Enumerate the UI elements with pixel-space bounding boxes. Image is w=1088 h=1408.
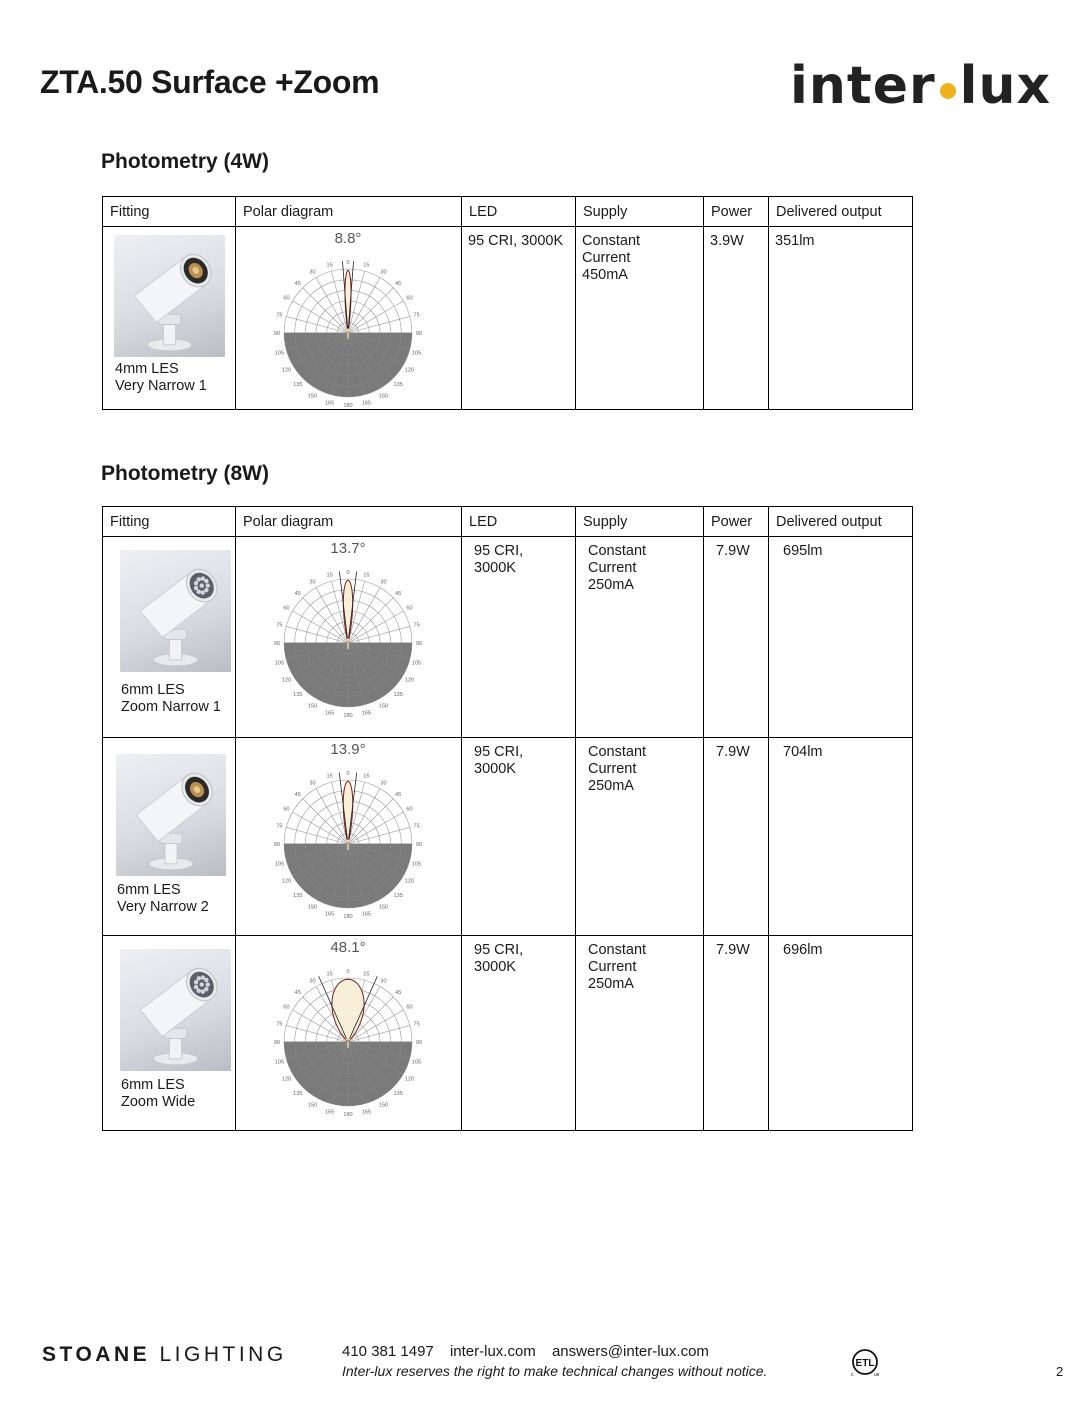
footer-contact — [342, 1343, 721, 1360]
column-header: Delivered output — [769, 197, 913, 227]
stoane-lighting-logo — [42, 1343, 287, 1367]
polar-tick-label: 60 — [283, 806, 290, 813]
polar-tick-label: 165 — [324, 1109, 335, 1116]
power-cell — [704, 738, 769, 936]
polar-tick-label: 135 — [393, 893, 403, 900]
polar-tick-label: 120 — [404, 878, 415, 885]
polar-tick-label: 165 — [361, 911, 372, 918]
logo-text-left: inter — [790, 56, 936, 116]
polar-tick-label: 120 — [281, 1076, 292, 1083]
polar-tick-label: 45 — [395, 590, 402, 597]
column-header: Polar diagram — [236, 507, 462, 537]
polar-tick-label: 120 — [404, 677, 415, 684]
polar-tick-label: 165 — [324, 710, 335, 717]
supply-cell — [576, 227, 704, 410]
polar-tick-label: 120 — [404, 1076, 415, 1083]
polar-tick-label: 135 — [293, 382, 303, 389]
polar-tick-label: 150 — [307, 1102, 318, 1109]
beam-angle-label: 13.7° — [330, 540, 366, 557]
polar-tick-label: 15 — [363, 262, 370, 269]
supply-value: Constant Current 450mA — [582, 233, 641, 283]
polar-tick-label: 90 — [415, 641, 423, 647]
output-cell — [769, 738, 913, 936]
polar-tick-label: 165 — [361, 1109, 372, 1116]
output-cell — [769, 537, 913, 738]
polar-tick-label: 135 — [393, 692, 403, 699]
polar-tick-label: 60 — [283, 605, 290, 612]
polar-tick-label: 60 — [406, 806, 413, 813]
supply-value: Constant Current 250mA — [588, 744, 647, 794]
polar-diagram-svg — [273, 539, 423, 719]
polar-tick-label: 30 — [380, 579, 387, 586]
polar-tick-label: 105 — [411, 660, 422, 667]
beam-angle-label: 48.1° — [330, 939, 366, 956]
polar-diagram-cell — [236, 738, 462, 936]
polar-tick-label: 150 — [307, 904, 318, 911]
polar-tick-label: 45 — [294, 280, 301, 287]
table-row — [103, 738, 913, 936]
polar-tick-label: 15 — [326, 971, 333, 978]
supply-cell — [576, 537, 704, 738]
polar-tick-label: 60 — [406, 295, 413, 302]
page-title: ZTA.50 Surface +Zoom — [40, 64, 380, 100]
polar-tick-label: 180 — [343, 403, 353, 409]
polar-tick-label: 90 — [273, 842, 281, 848]
polar-tick-label: 30 — [309, 978, 316, 985]
supply-cell — [576, 738, 704, 936]
polar-diagram-svg — [273, 229, 423, 409]
polar-tick-label: 165 — [324, 400, 335, 407]
polar-tick-label: 0 — [346, 260, 350, 266]
polar-tick-label: 150 — [378, 904, 389, 911]
polar-diagram — [273, 740, 423, 920]
polar-diagram — [273, 539, 423, 719]
polar-tick-label: 60 — [406, 1004, 413, 1011]
polar-tick-label: 120 — [404, 367, 415, 374]
polar-tick-label: 135 — [393, 1091, 403, 1098]
table-header-row — [103, 197, 913, 227]
polar-tick-label: 45 — [395, 280, 402, 287]
power-cell — [704, 227, 769, 410]
column-header: Delivered output — [769, 507, 913, 537]
led-cell — [462, 738, 576, 936]
polar-tick-label: 0 — [346, 570, 350, 576]
polar-tick-label: 135 — [393, 382, 403, 389]
fitting-photo — [120, 550, 231, 672]
polar-tick-label: 0 — [346, 969, 350, 975]
led-cell — [462, 537, 576, 738]
polar-tick-label: 45 — [395, 989, 402, 996]
photometry-table — [102, 506, 913, 1131]
beam-lobe — [343, 781, 353, 844]
polar-tick-label: 90 — [273, 1040, 281, 1046]
interlux-logo — [790, 56, 1051, 116]
power-value: 7.9W — [716, 543, 750, 559]
output-value: 351lm — [775, 233, 815, 249]
fitting-label: 6mm LES Zoom Narrow 1 — [121, 682, 221, 715]
led-cell — [462, 227, 576, 410]
polar-tick-label: 105 — [274, 861, 285, 868]
polar-tick-label: 75 — [413, 1021, 420, 1028]
polar-tick-label: 105 — [274, 1059, 285, 1066]
polar-tick-label: 135 — [293, 1091, 303, 1098]
polar-diagram-cell — [236, 227, 462, 410]
polar-tick-label: 45 — [294, 791, 301, 798]
polar-tick-label: 180 — [343, 914, 353, 920]
polar-tick-label: 150 — [307, 703, 318, 710]
footer-email[interactable]: answers@inter-lux.com — [551, 1343, 709, 1360]
column-header: Power — [704, 197, 769, 227]
table-row — [103, 936, 913, 1131]
polar-tick-label: 135 — [293, 692, 303, 699]
brand-light: LIGHTING — [159, 1343, 287, 1366]
fitting-label: 4mm LES Very Narrow 1 — [115, 361, 207, 394]
polar-tick-label: 75 — [276, 1021, 283, 1028]
column-header: Polar diagram — [236, 197, 462, 227]
polar-tick-label: 15 — [363, 572, 370, 579]
table-row — [103, 537, 913, 738]
beam-angle-label: 13.9° — [330, 741, 366, 758]
polar-tick-label: 120 — [281, 367, 292, 374]
polar-diagram-cell — [236, 936, 462, 1131]
polar-tick-label: 30 — [380, 978, 387, 985]
output-cell — [769, 227, 913, 410]
led-value: 95 CRI, 3000K — [474, 942, 524, 975]
footer-disclaimer: Inter-lux reserves the right to make technical changes without notice. — [342, 1363, 768, 1379]
polar-tick-label: 15 — [326, 773, 333, 780]
polar-tick-label: 105 — [411, 861, 422, 868]
output-value: 695lm — [783, 543, 823, 559]
power-cell — [704, 936, 769, 1131]
polar-tick-label: 150 — [378, 703, 389, 710]
fitting-label: 6mm LES Very Narrow 2 — [117, 882, 209, 915]
fitting-photo — [116, 754, 226, 876]
fitting-cell — [103, 936, 236, 1131]
fitting-cell — [103, 537, 236, 738]
polar-tick-label: 75 — [413, 312, 420, 319]
polar-tick-label: 180 — [343, 1112, 353, 1118]
polar-tick-label: 105 — [274, 350, 285, 357]
logo-text-right: lux — [959, 56, 1052, 116]
column-header: Power — [704, 507, 769, 537]
polar-tick-label: 90 — [415, 842, 423, 848]
column-header: Fitting — [103, 507, 236, 537]
logo-dot — [940, 83, 956, 99]
polar-tick-label: 30 — [309, 269, 316, 276]
polar-tick-label: 30 — [309, 780, 316, 787]
polar-tick-label: 75 — [413, 823, 420, 830]
polar-tick-label: 30 — [380, 780, 387, 787]
supply-value: Constant Current 250mA — [588, 942, 647, 992]
footer-phone[interactable]: 410 381 1497 — [342, 1343, 434, 1360]
beam-angle-label: 8.8° — [334, 230, 362, 247]
polar-diagram-cell — [236, 537, 462, 738]
polar-tick-label: 120 — [281, 677, 292, 684]
fitting-cell — [103, 227, 236, 410]
beam-lobe — [343, 580, 352, 643]
polar-tick-label: 90 — [415, 331, 423, 337]
photometry-table — [102, 196, 913, 410]
brand-bold: STOANE — [42, 1343, 151, 1366]
led-value: 95 CRI, 3000K — [474, 543, 524, 576]
polar-tick-label: 15 — [363, 971, 370, 978]
polar-tick-label: 15 — [326, 572, 333, 579]
output-value: 696lm — [783, 942, 823, 958]
table-header-row — [103, 507, 913, 537]
polar-tick-label: 75 — [413, 622, 420, 629]
column-header: Supply — [576, 507, 704, 537]
fitting-cell — [103, 738, 236, 936]
polar-tick-label: 60 — [283, 1004, 290, 1011]
etl-mark-text: ETL — [855, 1358, 875, 1369]
polar-tick-label: 120 — [281, 878, 292, 885]
output-value: 704lm — [783, 744, 823, 760]
power-value: 3.9W — [710, 233, 744, 249]
polar-tick-label: 45 — [395, 791, 402, 798]
page-number: 2 — [1056, 1364, 1064, 1379]
polar-tick-label: 150 — [378, 1102, 389, 1109]
polar-tick-label: 75 — [276, 622, 283, 629]
polar-tick-label: 105 — [274, 660, 285, 667]
polar-tick-label: 150 — [378, 393, 389, 400]
column-header: Supply — [576, 197, 704, 227]
polar-tick-label: 165 — [361, 710, 372, 717]
column-header: LED — [462, 507, 576, 537]
led-value: 95 CRI, 3000K — [474, 744, 524, 777]
polar-diagram — [273, 938, 423, 1118]
polar-tick-label: 30 — [380, 269, 387, 276]
svg-text:us: us — [874, 1372, 880, 1377]
polar-tick-label: 135 — [293, 893, 303, 900]
polar-tick-label: 45 — [294, 989, 301, 996]
power-value: 7.9W — [716, 942, 750, 958]
footer-website[interactable]: inter-lux.com — [449, 1343, 536, 1360]
supply-value: Constant Current 250mA — [588, 543, 647, 593]
column-header: LED — [462, 197, 576, 227]
etl-listed-icon — [848, 1347, 882, 1377]
output-cell — [769, 936, 913, 1131]
polar-tick-label: 165 — [361, 400, 372, 407]
supply-cell — [576, 936, 704, 1131]
polar-tick-label: 60 — [406, 605, 413, 612]
fitting-label: 6mm LES Zoom Wide — [121, 1077, 196, 1110]
polar-tick-label: 15 — [326, 262, 333, 269]
polar-tick-label: 75 — [276, 312, 283, 319]
section-title: Photometry (4W) — [101, 150, 269, 173]
polar-tick-label: 60 — [283, 295, 290, 302]
fitting-photo — [120, 949, 231, 1071]
fitting-photo — [114, 235, 225, 357]
power-cell — [704, 537, 769, 738]
led-value: 95 CRI, 3000K — [468, 233, 564, 249]
led-cell — [462, 936, 576, 1131]
polar-tick-label: 45 — [294, 590, 301, 597]
table-row — [103, 227, 913, 410]
polar-tick-label: 165 — [324, 911, 335, 918]
section-title: Photometry (8W) — [101, 462, 269, 485]
power-value: 7.9W — [716, 744, 750, 760]
polar-tick-label: 30 — [309, 579, 316, 586]
polar-diagram-svg — [273, 740, 423, 920]
polar-diagram-svg — [273, 938, 423, 1118]
polar-tick-label: 150 — [307, 393, 318, 400]
polar-tick-label: 105 — [411, 1059, 422, 1066]
polar-tick-label: 180 — [343, 713, 353, 719]
polar-diagram — [273, 229, 423, 409]
beam-lobe — [332, 979, 364, 1042]
polar-tick-label: 90 — [273, 331, 281, 337]
column-header: Fitting — [103, 197, 236, 227]
polar-tick-label: 15 — [363, 773, 370, 780]
polar-tick-label: 0 — [346, 771, 350, 777]
svg-text:c: c — [851, 1372, 854, 1377]
polar-tick-label: 90 — [273, 641, 281, 647]
polar-tick-label: 75 — [276, 823, 283, 830]
polar-tick-label: 105 — [411, 350, 422, 357]
polar-tick-label: 90 — [415, 1040, 423, 1046]
